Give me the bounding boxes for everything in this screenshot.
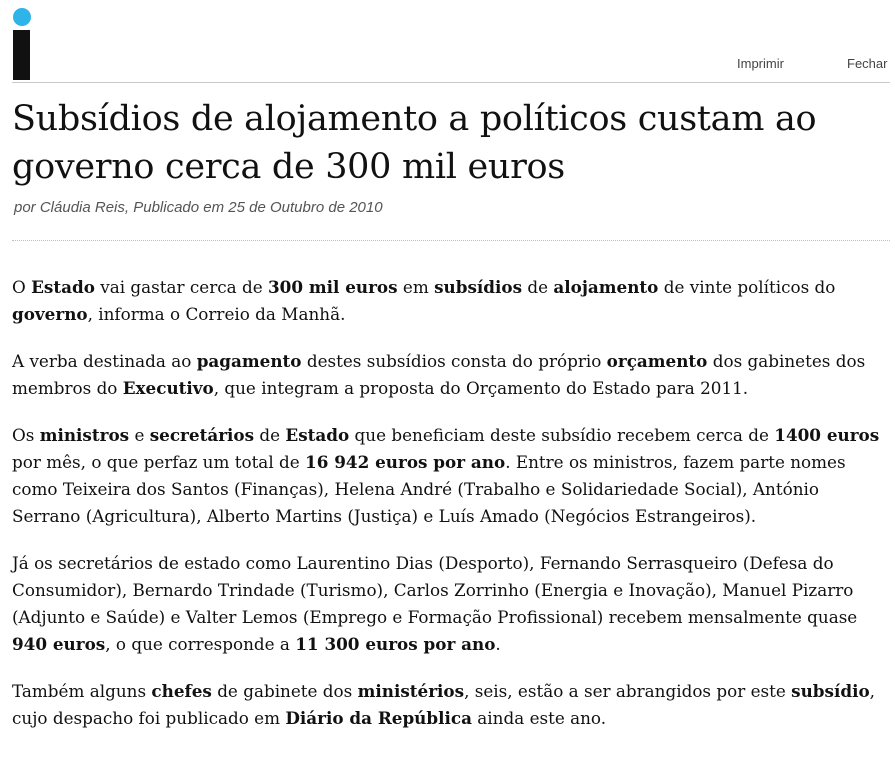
- paragraph-text: de: [254, 425, 286, 445]
- paragraph-text: de: [522, 277, 554, 297]
- highlighted-term: ministros: [39, 425, 130, 445]
- close-link[interactable]: Fechar: [847, 56, 888, 71]
- highlighted-term: orçamento: [606, 351, 708, 371]
- highlighted-term: Estado: [285, 425, 350, 445]
- paragraph-text: , cujo despacho foi publicado em: [12, 681, 875, 728]
- paragraph-text: , informa o Correio da Manhã.: [87, 304, 346, 324]
- article-paragraph: [12, 274, 892, 328]
- paragraph-text: Os: [12, 425, 40, 445]
- paragraph-text: , seis, estão a ser abrangidos por este: [464, 681, 792, 701]
- print-link[interactable]: Imprimir: [737, 56, 784, 71]
- paragraph-text: de gabinete dos: [211, 681, 358, 701]
- paragraph-text: , o que corresponde a: [105, 634, 296, 654]
- paragraph-text: A verba destinada ao: [12, 351, 197, 371]
- paragraph-text: . Entre os ministros, fazem parte nomes como Teixeira dos Santos (Finanças), Helena André (Trabalho e Solidariedade Social), António Serrano (Agricultura), Alberto Martins (Justiça) e Luís Amado (Negócios Estrangeiros).: [12, 452, 846, 526]
- paragraph-text: que beneficiam deste subsídio recebem cerca de: [349, 425, 775, 445]
- article-byline: por Cláudia Reis, Publicado em 25 de Outubro de 2010: [14, 199, 383, 216]
- header-divider: [12, 82, 890, 83]
- paragraph-text: destes subsídios consta do próprio: [301, 351, 607, 371]
- highlighted-term: chefes: [151, 681, 212, 701]
- paragraph-text: Também alguns: [12, 681, 152, 701]
- highlighted-term: subsídios: [434, 277, 523, 297]
- paragraph-text: O: [12, 277, 32, 297]
- paragraph-text: ainda este ano.: [471, 708, 607, 728]
- paragraph-text: vai gastar cerca de: [94, 277, 268, 297]
- article-title: Subsídios de alojamento a políticos custam ao governo cerca de 300 mil euros: [12, 99, 817, 187]
- paragraph-text: dos gabinetes dos membros do: [12, 351, 866, 398]
- paragraph-text: e: [129, 425, 150, 445]
- article-paragraph: [12, 348, 892, 402]
- highlighted-term: alojamento: [553, 277, 659, 297]
- byline-divider: [12, 240, 890, 241]
- paragraph-text: por mês, o que perfaz um total de: [12, 452, 306, 472]
- highlighted-term: Estado: [31, 277, 95, 297]
- highlighted-term: secretários: [149, 425, 255, 445]
- highlighted-term: ministérios: [357, 681, 465, 701]
- highlighted-term: Executivo: [122, 378, 214, 398]
- site-logo: [11, 8, 33, 74]
- highlighted-term: 11 300 euros por ano: [295, 634, 496, 654]
- highlighted-term: 300 mil euros: [267, 277, 398, 297]
- article-body: [12, 274, 892, 752]
- highlighted-term: pagamento: [196, 351, 302, 371]
- paragraph-text: , que integram a proposta do Orçamento do Estado para 2011.: [213, 378, 749, 398]
- paragraph-text: de vinte políticos do: [658, 277, 836, 297]
- article-paragraph: [12, 550, 892, 658]
- paragraph-text: em: [397, 277, 435, 297]
- highlighted-term: 940 euros: [12, 634, 106, 654]
- article-paragraph: [12, 678, 892, 732]
- highlighted-term: subsídio: [791, 681, 870, 701]
- logo-bar: [13, 30, 30, 80]
- highlighted-term: Diário da República: [285, 708, 472, 728]
- highlighted-term: governo: [12, 304, 88, 324]
- logo-dot: [13, 8, 31, 26]
- highlighted-term: 16 942 euros por ano: [305, 452, 506, 472]
- paragraph-text: Já os secretários de estado como Laurentino Dias (Desporto), Fernando Serrasqueiro (Defesa do Consumidor), Bernardo Trindade (Turismo), Carlos Zorrinho (Energia e Inovação), Manuel Pizarro (Adjunto e Saúde) e Valter Lemos (Emprego e Formação Profissional) recebem mensalmente quase: [12, 553, 858, 627]
- article-paragraph: [12, 422, 892, 530]
- paragraph-text: .: [495, 634, 501, 654]
- highlighted-term: 1400 euros: [774, 425, 880, 445]
